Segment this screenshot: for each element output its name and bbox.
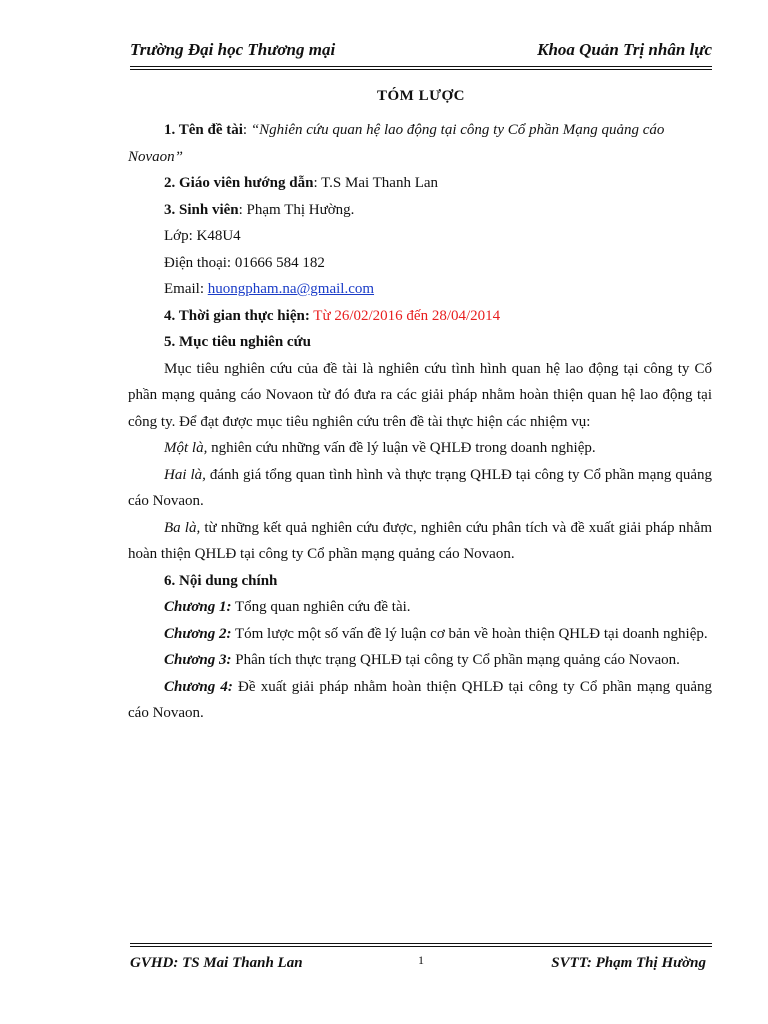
email-line (128, 276, 712, 303)
section-content-heading: 6. Nội dung chính (164, 572, 278, 589)
task-one-text: nghiên cứu những vấn đề lý luận về QHLĐ trong doanh nghiệp. (207, 440, 596, 456)
supervisor-sep: : (313, 175, 322, 191)
header-rule (130, 66, 712, 67)
footer-student: SVTT: Phạm Thị Hường (551, 955, 706, 971)
section-topic (128, 117, 712, 170)
task-one-lead: Một là, (164, 440, 208, 456)
task-two (128, 462, 712, 515)
class-line: Lớp: K48U4 (164, 228, 241, 244)
chapter-one (128, 594, 712, 621)
chapter-three-text: Phân tích thực trạng QHLĐ tại công ty Cổ phần mạng quảng cáo Novaon. (231, 652, 680, 668)
task-two-lead: Hai là, (164, 466, 206, 483)
chapter-three-lead: Chương 3: (164, 652, 232, 668)
student-value: Phạm Thị Hường. (246, 201, 355, 218)
task-three-text: từ những kết quả nghiên cứu được, nghiên cứu phân tích và đề xuất giải pháp nhằm hoàn thiện QHLĐ tại công ty Cổ phần mạng quảng cáo Novaon. (128, 519, 712, 562)
header-faculty: Khoa Quản Trị nhân lực (537, 40, 712, 59)
page-title: TÓM LƯỢC (376, 88, 466, 104)
chapter-two-lead: Chương 2: (164, 625, 232, 642)
header-university: Trường Đại học Thương mại (130, 40, 336, 59)
objective-paragraph: Mục tiêu nghiên cứu của đề tài là nghiên cứu tình hình quan hệ lao động tại công ty Cổ phần mạng quảng cáo Novaon từ đó đưa ra các giải pháp nhằm hoàn thiện quan hệ lao động tại công ty. Để đạt được mục tiêu nghiên cứu trên đề tài thực hiện các nhiệm vụ: (128, 360, 712, 430)
footer-rule-double (130, 946, 712, 947)
chapter-four-lead: Chương 4: (164, 678, 233, 695)
document-body (128, 117, 712, 727)
page-number: 1 (418, 953, 424, 967)
header-rule-double (130, 69, 712, 70)
task-one (128, 435, 712, 462)
chapter-four (128, 674, 712, 727)
section-student (128, 197, 712, 224)
chapter-one-text: Tổng quan nghiên cứu đề tài. (231, 599, 411, 615)
email-label: Email: (164, 281, 208, 297)
topic-sep: : (242, 122, 251, 138)
task-three (128, 515, 712, 568)
page-header (130, 40, 712, 60)
supervisor-value: T.S Mai Thanh Lan (321, 175, 439, 191)
task-three-lead: Ba là, (164, 519, 201, 536)
supervisor-label: 2. Giáo viên hướng dẫn (164, 175, 314, 191)
task-two-text: đánh giá tổng quan tình hình và thực trạng QHLĐ tại công ty Cổ phần mạng quảng cáo Novaon. (128, 466, 712, 509)
topic-value: “Nghiên cứu quan hệ lao động tại công ty Cổ phần Mạng quảng cáo Novaon” (128, 122, 665, 165)
student-sep: : (238, 201, 247, 218)
footer-rule (130, 943, 712, 944)
chapter-one-lead: Chương 1: (164, 599, 232, 615)
phone-line: Điện thoại: 01666 584 182 (164, 254, 325, 271)
period-value: Từ 26/02/2016 đến 28/04/2014 (309, 307, 501, 324)
email-link[interactable]: huongpham.na@gmail.com (207, 281, 375, 297)
chapter-two (128, 621, 712, 648)
section-supervisor (128, 170, 712, 197)
chapter-two-text: Tóm lược một số vấn đề lý luận cơ bản về hoàn thiện QHLĐ tại doanh nghiệp. (231, 625, 708, 642)
topic-label: 1. Tên đề tài (164, 122, 243, 138)
chapter-four-text: Đề xuất giải pháp nhằm hoàn thiện QHLĐ tại công ty Cổ phần mạng quảng cáo Novaon. (128, 678, 712, 721)
footer-supervisor: GVHD: TS Mai Thanh Lan (130, 955, 303, 971)
chapter-three (128, 647, 712, 674)
period-label: 4. Thời gian thực hiện: (164, 307, 310, 324)
section-objective-heading: 5. Mục tiêu nghiên cứu (164, 334, 311, 350)
student-label: 3. Sinh viên (164, 201, 239, 218)
section-period (128, 303, 712, 330)
